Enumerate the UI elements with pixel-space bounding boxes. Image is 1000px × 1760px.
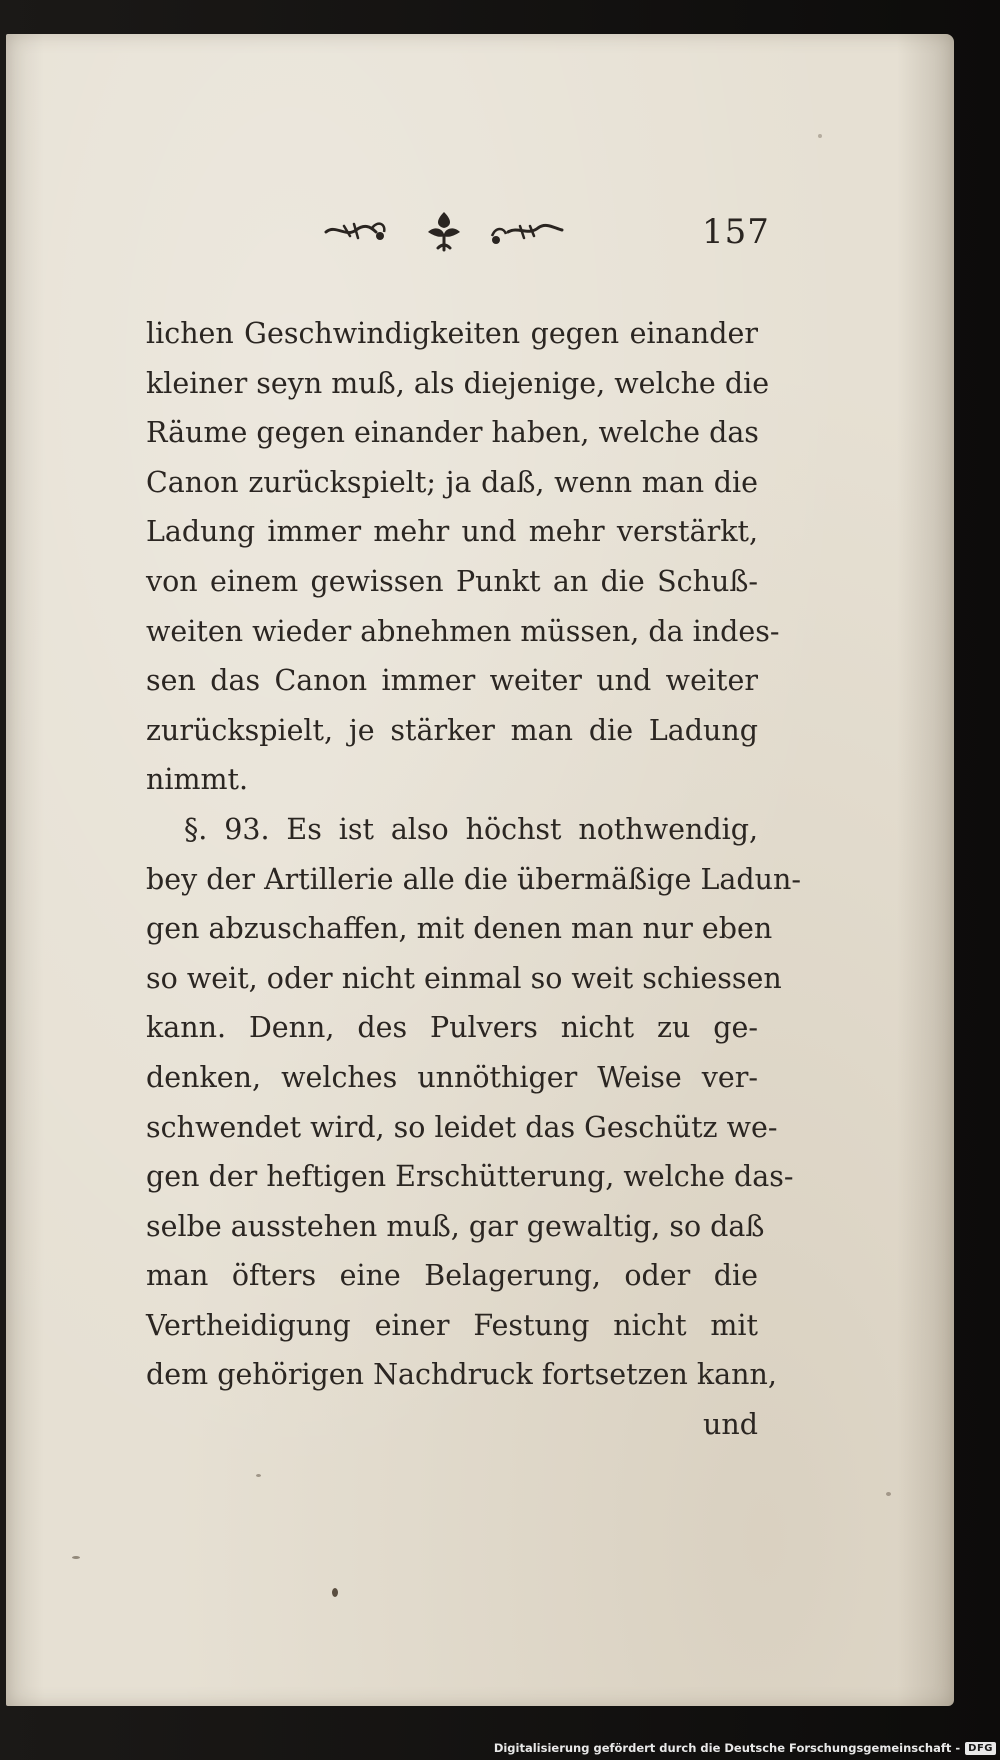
section-start-line: §. 93. Es ist also höchst nothwendig, <box>184 812 758 846</box>
paper-speck <box>72 1556 80 1559</box>
text-line: dem gehörigen Nachdruck fortsetzen kann, <box>146 1358 777 1392</box>
body-text <box>146 309 801 1450</box>
text-line: weiten wieder abnehmen müssen, da indes- <box>146 614 780 648</box>
paper-speck <box>886 1492 891 1496</box>
text-line: zurückspielt, je stärker man die Ladung <box>146 713 758 747</box>
text-line: so weit, oder nicht einmal so weit schiessen <box>146 961 782 995</box>
paper-speck <box>332 1588 338 1597</box>
text-line: bey der Artillerie alle die übermäßige Ladun- <box>146 862 801 896</box>
page-header <box>6 202 954 262</box>
text-line: sen das Canon immer weiter und weiter <box>146 664 758 698</box>
text-line: selbe ausstehen muß, gar gewaltig, so daß <box>146 1209 765 1243</box>
text-line: Ladung immer mehr und mehr verstärkt, <box>146 515 758 549</box>
dfg-logo: DFG <box>965 1742 996 1755</box>
paper-speck <box>818 134 822 138</box>
page-number: 157 <box>702 212 770 252</box>
text-line: nimmt. <box>146 763 249 797</box>
catchword: und <box>703 1408 758 1442</box>
text-line: Canon zurückspielt; ja daß, wenn man die <box>146 465 758 499</box>
text-line: kann. Denn, des Pulvers nicht zu ge- <box>146 1011 758 1045</box>
text-line: schwendet wird, so leidet das Geschütz we- <box>146 1110 778 1144</box>
text-line: gen abzuschaffen, mit denen man nur eben <box>146 912 773 946</box>
paper-speck <box>256 1474 261 1477</box>
credit-text: Digitalisierung gefördert durch die Deutsche Forschungsgemeinschaft - <box>493 1741 961 1755</box>
book-page <box>6 34 954 1706</box>
decorative-ornament <box>324 202 564 262</box>
digitization-credit <box>494 1738 996 1758</box>
text-line: von einem gewissen Punkt an die Schuß- <box>146 564 758 598</box>
text-line: kleiner seyn muß, als diejenige, welche die <box>146 366 770 400</box>
text-line: denken, welches unnöthiger Weise ver- <box>146 1060 758 1094</box>
text-line: man öfters eine Belagerung, oder die <box>146 1259 758 1293</box>
text-line: Räume gegen einander haben, welche das <box>146 416 759 450</box>
text-line: lichen Geschwindigkeiten gegen einander <box>146 317 758 350</box>
text-line: Vertheidigung einer Festung nicht mit <box>146 1308 758 1342</box>
text-line: gen der heftigen Erschütterung, welche das- <box>146 1160 794 1194</box>
